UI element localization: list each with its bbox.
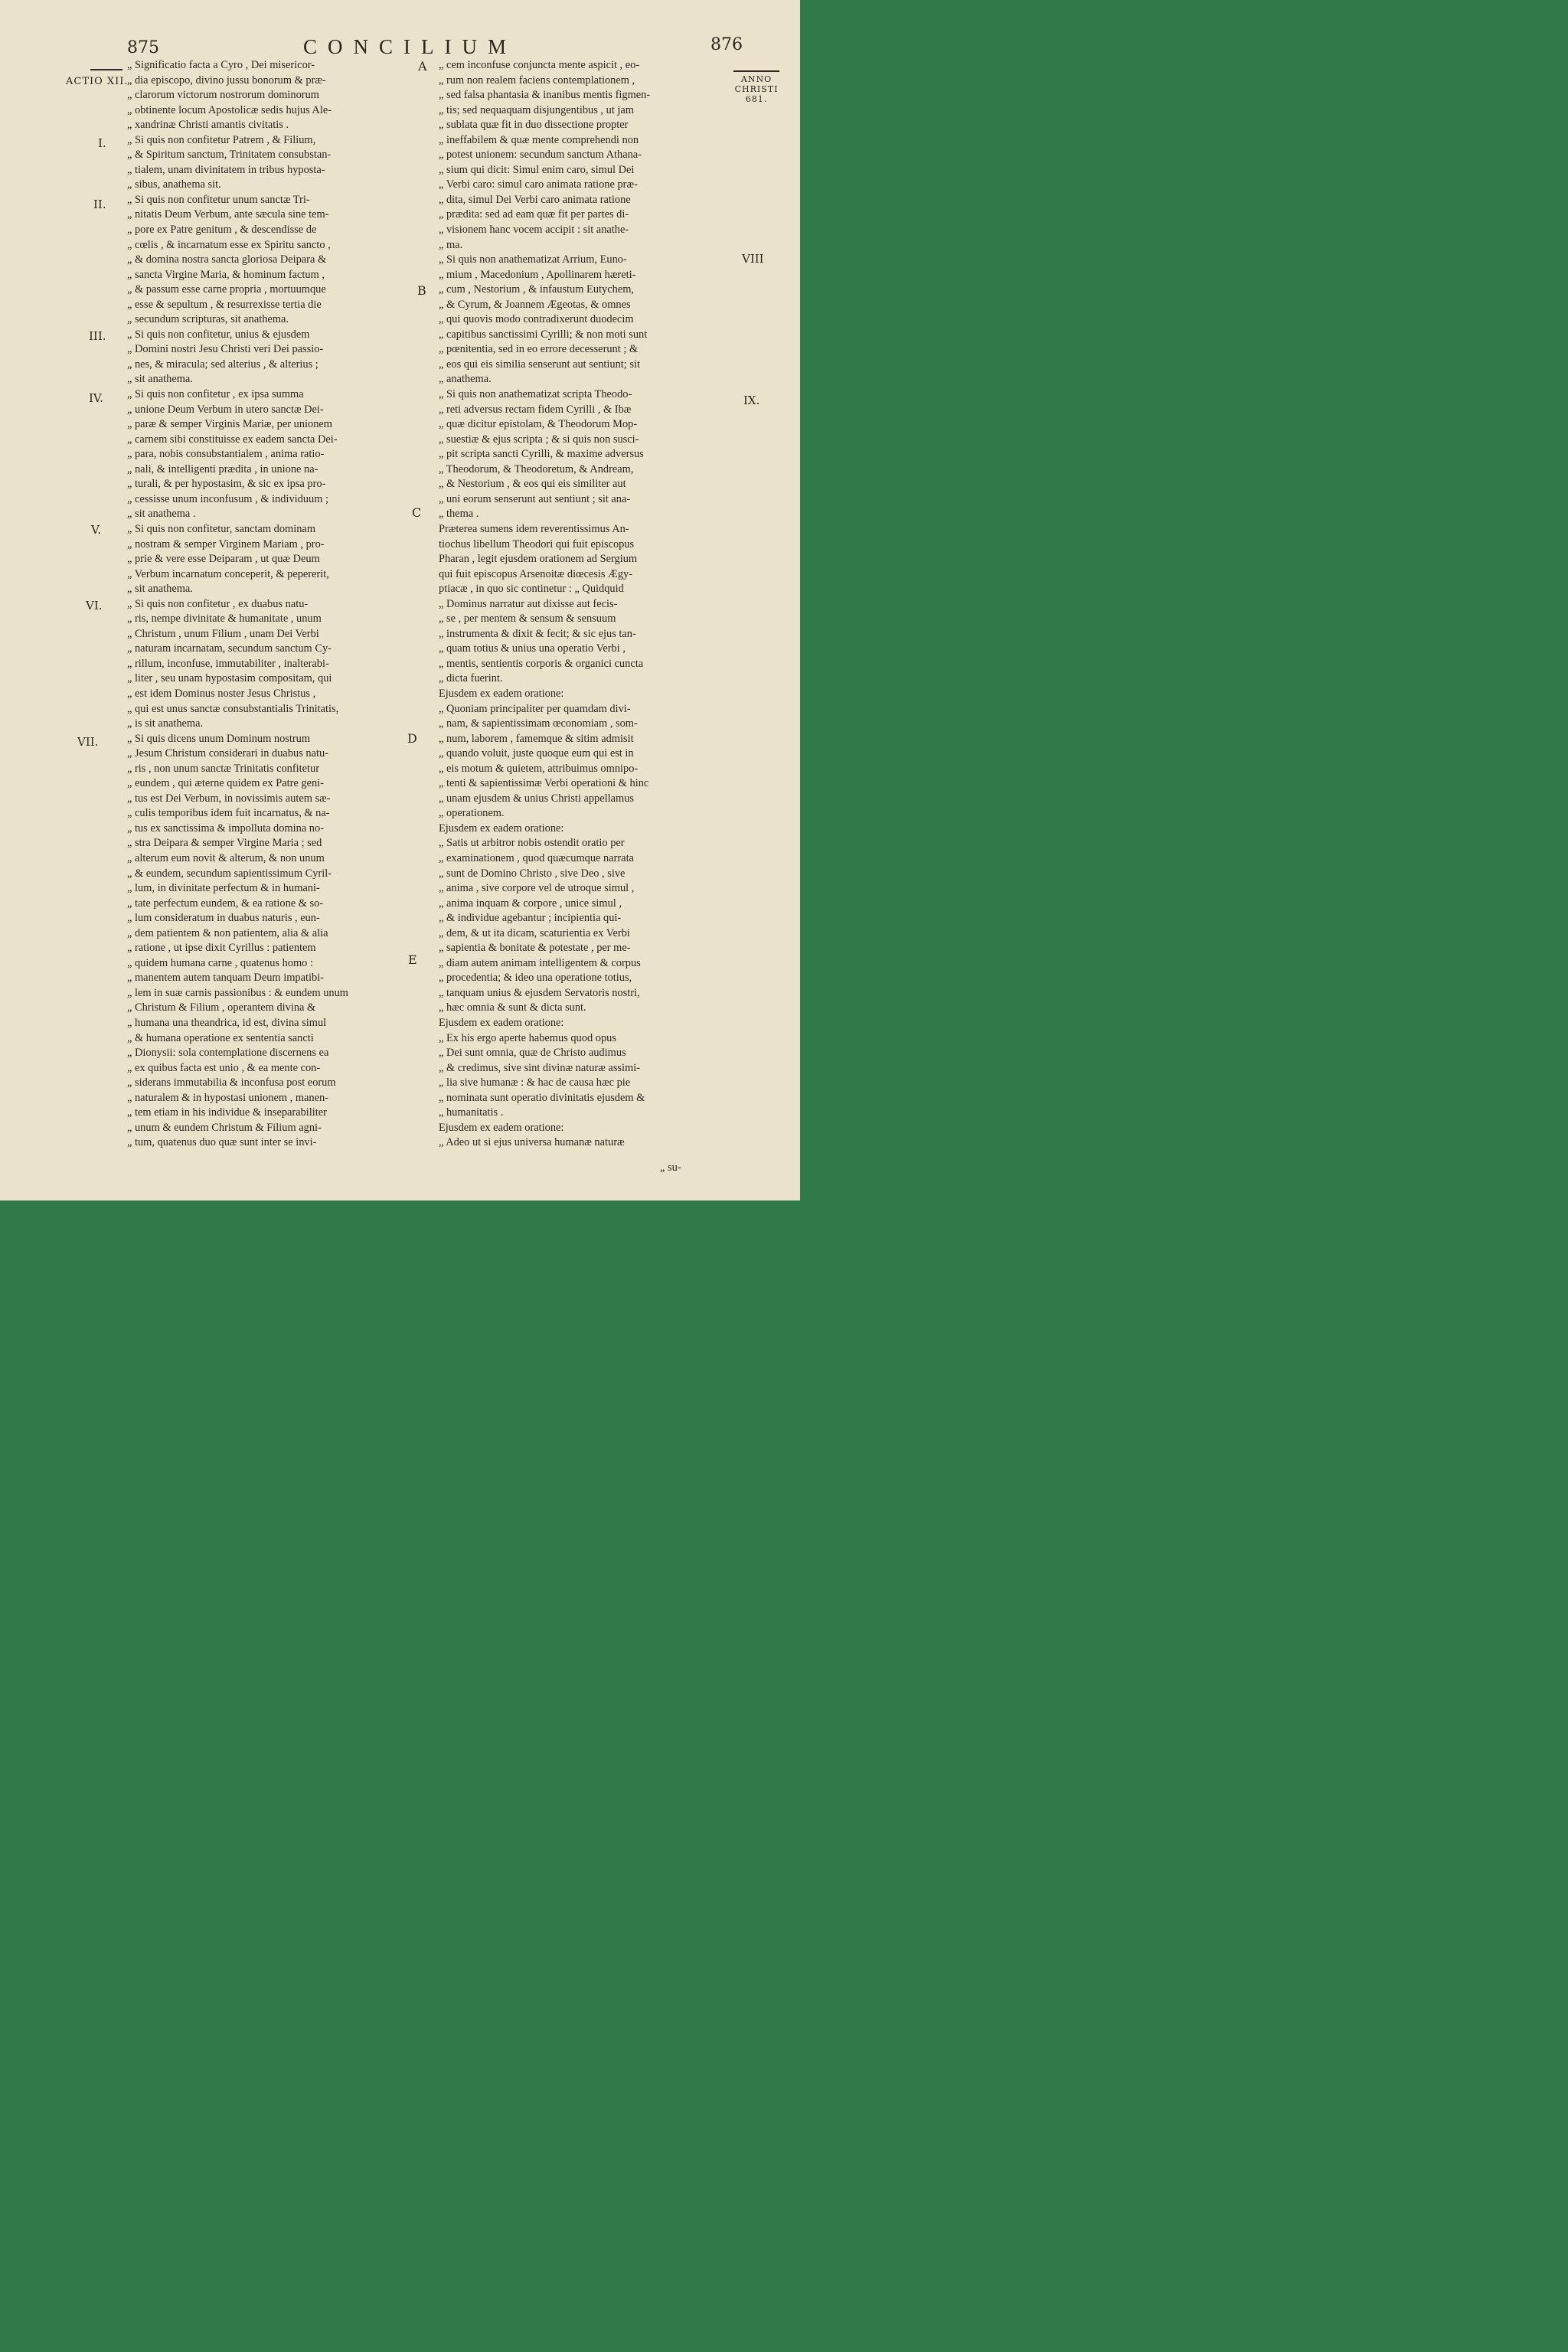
text-line: „ manentem autem tanquam Deum impatibi- bbox=[127, 972, 324, 985]
text-line: „ thema . bbox=[439, 508, 479, 521]
text-line: „ Si quis dicens unum Dominum nostrum bbox=[127, 732, 311, 745]
text-line: „ is sit anathema. bbox=[127, 717, 204, 730]
text-line: „ quidem humana carne , quatenus homo : bbox=[127, 956, 313, 969]
section-letter: E bbox=[408, 952, 417, 967]
text-line: „ lum, in divinitate perfectum & in humani- bbox=[127, 882, 320, 895]
text-line: „ qui quovis modo contradixerunt duodecim bbox=[439, 313, 634, 326]
text-line: „ tenti & sapientissimæ Verbi operationi & hinc bbox=[439, 777, 649, 790]
canon-numeral: IX. bbox=[743, 394, 760, 407]
text-line: „ & passum esse carne propria , mortuumque bbox=[127, 283, 326, 296]
text-line: „ num, laborem , famemque & sitim admisit bbox=[439, 732, 634, 745]
text-line: „ naturam incarnatam, secundum sanctum Cy- bbox=[127, 642, 332, 655]
text-line: „ humana una theandrica, id est, divina simul bbox=[127, 1017, 327, 1029]
text-line: „ & credimus, sive sint divinæ naturæ assimi- bbox=[439, 1061, 641, 1074]
text-line: „ lia sive humanæ : & hac de causa hæc pie bbox=[439, 1076, 631, 1089]
text-line: „ sunt de Domino Christo , sive Deo , sive bbox=[439, 867, 626, 880]
text-line: „ eis motum & quietem, attribuimus omnipo- bbox=[439, 762, 639, 775]
text-line: „ eundem , qui æterne quidem ex Patre geni- bbox=[127, 777, 324, 790]
text-line: „ Si quis non confitetur , ex duabus natu- bbox=[127, 597, 309, 610]
text-line: „ est idem Dominus noster Jesus Christus , bbox=[127, 687, 316, 700]
text-line: „ anathema. bbox=[439, 373, 492, 386]
text-line: „ nam, & sapientissimam œconomiam , som- bbox=[439, 717, 638, 730]
text-line: „ sed falsa phantasia & inanibus mentis figmen- bbox=[439, 89, 651, 102]
text-line: Ejusdem ex eadem oratione: bbox=[439, 1017, 564, 1029]
text-line: „ & domina nostra sancta gloriosa Deipara & bbox=[127, 253, 327, 266]
text-line: „ lem in suæ carnis passionibus : & eundem unum bbox=[127, 986, 348, 999]
text-line: „ & individue agebantur ; incipientia qui- bbox=[439, 912, 622, 925]
text-line: ptiacæ , in quo sic continetur : „ Quidquid bbox=[439, 583, 624, 596]
text-line: „ unum & eundem Christum & Filium agni- bbox=[127, 1121, 322, 1134]
anno-christi-note bbox=[727, 74, 786, 104]
text-line: „ Christum , unum Filium , unam Dei Verbi bbox=[127, 627, 319, 640]
text-line: „ Quoniam principaliter per quamdam divi- bbox=[439, 702, 631, 715]
text-line: „ rillum, inconfuse, immutabiliter , inalterabi- bbox=[127, 657, 329, 670]
canon-numeral: III. bbox=[89, 329, 106, 343]
text-line: „ liter , seu unam hypostasim compositam, qui bbox=[127, 672, 332, 685]
text-line: „ pœnitentia, sed in eo errore decesserunt ; & bbox=[439, 343, 639, 356]
text-line: „ Dionysii: sola contemplatione discernens ea bbox=[127, 1047, 329, 1060]
text-line: „ & Nestorium , & eos qui eis similiter aut bbox=[439, 478, 626, 491]
text-line: „ ex quibus facta est unio , & ea mente con- bbox=[127, 1061, 321, 1074]
text-line: „ instrumenta & dixit & fecit; & sic ejus tan- bbox=[439, 627, 636, 640]
text-line: „ pore ex Patre genitum , & descendisse de bbox=[127, 224, 317, 237]
text-line: „ Si quis non confitetur, unius & ejusdem bbox=[127, 328, 310, 341]
text-line: „ culis temporibus idem fuit incarnatus, & na- bbox=[127, 807, 330, 820]
text-line: „ tis; sed nequaquam disjungentibus , ut jam bbox=[439, 103, 634, 116]
text-line: „ Christum & Filium , operantem divina & bbox=[127, 1001, 316, 1014]
text-line: „ tum, quatenus duo quæ sunt inter se invi- bbox=[127, 1136, 317, 1149]
canon-numeral: VII. bbox=[77, 735, 99, 749]
text-line: „ mium , Macedonium , Apollinarem hæreti- bbox=[439, 268, 636, 281]
text-line: „ nes, & miracula; sed alterius , & alterius ; bbox=[127, 358, 318, 371]
text-line: „ cœlis , & incarnatum esse ex Spiritu sancto , bbox=[127, 238, 331, 251]
text-line: „ Si quis non anathematizat Arrium, Euno- bbox=[439, 253, 627, 266]
text-line: „ sit anathema . bbox=[127, 508, 196, 521]
text-line: „ eos qui eis similia senserunt aut sentiunt; sit bbox=[439, 358, 640, 371]
text-line: „ para, nobis consubstantialem , anima ratio- bbox=[127, 448, 325, 461]
text-line: Ejusdem ex eadem oratione: bbox=[439, 687, 564, 700]
text-line: „ sibus, anathema sit. bbox=[127, 178, 221, 191]
text-line: „ Significatio facta a Cyro , Dei misericor- bbox=[127, 59, 315, 71]
text-line: „ reti adversus rectam fidem Cyrilli , & Ibæ bbox=[439, 403, 632, 416]
text-line: „ rum non realem faciens contemplationem , bbox=[439, 74, 635, 87]
text-line: „ Si quis non confitetur , ex ipsa summa bbox=[127, 388, 304, 401]
text-line: „ potest unionem: secundum sanctum Athana- bbox=[439, 149, 642, 162]
text-line: „ se , per mentem & sensum & sensuum bbox=[439, 612, 616, 626]
text-line: „ anima inquam & corpore , unice simul , bbox=[439, 897, 622, 910]
text-line: „ alterum eum novit & alterum, & non unum bbox=[127, 851, 325, 864]
text-line: „ unione Deum Verbum in utero sanctæ Dei- bbox=[127, 403, 324, 416]
section-letter: C bbox=[412, 505, 422, 520]
text-line: „ esse & sepultum , & resurrexisse tertia die bbox=[127, 298, 322, 311]
text-line: „ & Spiritum sanctum, Trinitatem consubstan- bbox=[127, 149, 332, 162]
text-line: qui fuit episcopus Arsenoitæ diœcesis Ægy- bbox=[439, 567, 633, 580]
text-line: „ anima , sive corpore vel de utroque simul , bbox=[439, 882, 635, 895]
text-line: „ Si quis non confitetur, sanctam dominam bbox=[127, 522, 316, 535]
text-line: „ nali, & intelligenti prædita , in unione na- bbox=[127, 462, 318, 475]
text-line: „ diam autem animam intelligentem & corpus bbox=[439, 956, 641, 969]
text-line: „ ratione , ut ipse dixit Cyrillus : patientem bbox=[127, 942, 316, 955]
text-line: „ cum , Nestorium , & infaustum Eutychem, bbox=[439, 283, 634, 296]
text-line: „ dem patientem & non patientem, alia & alia bbox=[127, 926, 328, 939]
left-text-column bbox=[127, 58, 416, 1151]
text-line: „ naturalem & in hypostasi unionem , manen- bbox=[127, 1091, 328, 1104]
text-line: „ paræ & semper Virginis Mariæ, per unionem bbox=[127, 418, 332, 431]
text-line: „ sium qui dicit: Simul enim caro, simul Dei bbox=[439, 163, 635, 176]
text-line: „ dita, simul Dei Verbi caro animata ratione bbox=[439, 193, 631, 206]
text-line: „ Ex his ergo aperte habemus quod opus bbox=[439, 1031, 616, 1044]
right-margin-rule bbox=[733, 70, 779, 72]
book-page bbox=[0, 0, 800, 1200]
anno-line: ANNO bbox=[740, 74, 773, 84]
text-line: „ Si quis non confitetur Patrem , & Filium, bbox=[127, 133, 316, 146]
text-line: „ dia episcopo, divino jussu bonorum & præ- bbox=[127, 74, 326, 87]
text-line: „ sit anathema. bbox=[127, 373, 193, 386]
text-line: „ nitatis Deum Verbum, ante sæcula sine tem- bbox=[127, 208, 329, 221]
text-line: „ nominata sunt operatio divinitatis ejusdem & bbox=[439, 1091, 645, 1104]
text-line: „ Jesum Christum considerari in duabus natu- bbox=[127, 747, 328, 760]
text-line: Ejusdem ex eadem oratione: bbox=[439, 1121, 564, 1134]
right-text-column bbox=[439, 58, 722, 1151]
text-line: „ procedentia; & ideo una operatione totius, bbox=[439, 972, 632, 985]
text-line: „ obtinente locum Apostolicæ sedis hujus Ale- bbox=[127, 103, 332, 116]
text-line: „ Verbum incarnatum conceperit, & pepererit, bbox=[127, 567, 329, 580]
text-line: „ Dominus narratur aut dixisse aut fecis- bbox=[439, 597, 618, 610]
anno-line: CHRISTI bbox=[734, 84, 779, 94]
text-line: „ quando voluit, juste quoque eum qui est in bbox=[439, 747, 634, 760]
text-line: „ tus est Dei Verbum, in novissimis autem sæ- bbox=[127, 792, 331, 805]
text-line: „ ineffabilem & quæ mente comprehendi non bbox=[439, 133, 639, 146]
text-line: „ quam totius & unius una operatio Verbi , bbox=[439, 642, 626, 655]
text-line: „ Satis ut arbitror nobis ostendit oratio per bbox=[439, 837, 625, 850]
section-letter: A bbox=[418, 59, 427, 74]
text-line: „ Adeo ut si ejus universa humanæ naturæ bbox=[439, 1136, 625, 1149]
text-line: „ turali, & per hypostasim, & sic ex ipsa pro- bbox=[127, 478, 326, 491]
text-line: „ mentis, sentientis corporis & organici cuncta bbox=[439, 657, 644, 670]
text-line: „ quæ dicitur epistolam, & Theodorum Mop- bbox=[439, 418, 638, 431]
text-line: „ Si quis non anathematizat scripta Theodo- bbox=[439, 388, 632, 401]
text-line: „ humanitatis . bbox=[439, 1106, 504, 1119]
text-line: „ & humana operatione ex sententia sancti bbox=[127, 1031, 314, 1044]
text-line: „ sublata quæ fit in duo dissectione propter bbox=[439, 119, 629, 132]
text-line: „ capitibus sanctissimi Cyrilli; & non moti sunt bbox=[439, 328, 648, 341]
text-line: „ sancta Virgine Maria, & hominum factum , bbox=[127, 268, 325, 281]
text-line: „ hæc omnia & sunt & dicta sunt. bbox=[439, 1001, 586, 1014]
text-line: „ cessisse unum inconfusum , & individuum ; bbox=[127, 492, 329, 505]
text-line: „ tialem, unam divinitatem in tribus hyposta- bbox=[127, 163, 325, 176]
section-letter: B bbox=[417, 283, 426, 298]
text-line: „ unam ejusdem & unius Christi appellamus bbox=[439, 792, 634, 805]
text-line: „ Dei sunt omnia, quæ de Christo audimus bbox=[439, 1047, 626, 1060]
text-line: „ secundum scripturas, sit anathema. bbox=[127, 313, 289, 326]
text-line: Præterea sumens idem reverentissimus An- bbox=[439, 522, 629, 535]
text-line: „ prie & vere esse Deiparam , ut quæ Deum bbox=[127, 553, 320, 566]
canon-numeral: VIII bbox=[742, 252, 764, 266]
text-line: „ carnem sibi constituisse ex eadem sancta Dei- bbox=[127, 433, 338, 446]
text-line: „ ma. bbox=[439, 238, 463, 251]
text-line: „ tem etiam in his individue & inseparabiliter bbox=[127, 1106, 327, 1119]
text-line: „ dicta fuerint. bbox=[439, 672, 503, 685]
anno-line: 681. bbox=[745, 94, 768, 104]
canon-numeral: I. bbox=[98, 136, 106, 150]
text-line: „ & eundem, secundum sapientissimum Cyril- bbox=[127, 867, 332, 880]
text-line: „ lum consideratum in duabus naturis , eun- bbox=[127, 912, 320, 925]
text-line: „ clarorum victorum nostrorum dominorum bbox=[127, 89, 319, 102]
text-line: „ tate perfectum eundem, & ea ratione & so- bbox=[127, 897, 324, 910]
text-line: „ & Cyrum, & Joannem Ægeotas, & omnes bbox=[439, 298, 631, 311]
text-line: „ examinationem , quod quæcumque narrata bbox=[439, 851, 634, 864]
text-line: „ operationem. bbox=[439, 807, 505, 820]
text-line: „ qui est unus sanctæ consubstantialis Trinitatis, bbox=[127, 702, 339, 715]
text-line: Ejusdem ex eadem oratione: bbox=[439, 822, 564, 835]
text-line: „ dem, & ut ita dicam, scaturientia ex Verbi bbox=[439, 926, 630, 939]
text-line: „ pit scripta sancti Cyrilli, & maxime adversus bbox=[439, 448, 644, 461]
text-line: „ sit anathema. bbox=[127, 583, 193, 596]
right-page-number: 876 bbox=[710, 35, 743, 54]
text-line: „ visionem hanc vocem accipit : sit anathe- bbox=[439, 224, 629, 237]
catchword: „ su- bbox=[660, 1161, 681, 1174]
canon-numeral: II. bbox=[93, 198, 106, 211]
text-line: „ ris, nempe divinitate & humanitate , unum bbox=[127, 612, 322, 626]
text-line: „ ris , non unum sanctæ Trinitatis confitetur bbox=[127, 762, 320, 775]
canon-numeral: IV. bbox=[89, 391, 103, 405]
text-line: „ prædita: sed ad eam quæ fit per partes di- bbox=[439, 208, 629, 221]
canon-numeral: VI. bbox=[86, 599, 103, 612]
text-line: „ siderans immutabilia & inconfusa post eorum bbox=[127, 1076, 336, 1089]
text-line: „ Verbi caro: simul caro animata ratione præ- bbox=[439, 178, 638, 191]
running-title: CONCILIUM bbox=[303, 35, 517, 58]
left-page-number: 875 bbox=[127, 38, 159, 57]
text-line: „ tanquam unius & ejusdem Servatoris nostri, bbox=[439, 986, 640, 999]
text-line: „ suestiæ & ejus scripta ; & si quis non susci- bbox=[439, 433, 639, 446]
text-line: tiochus libellum Theodori qui fuit episcopus bbox=[439, 537, 635, 550]
running-header bbox=[0, 31, 800, 61]
section-letter: D bbox=[407, 731, 417, 746]
text-line: „ nostram & semper Virginem Mariam , pro- bbox=[127, 537, 325, 550]
text-line: „ Si quis non confitetur unum sanctæ Tri- bbox=[127, 193, 310, 206]
text-line: „ Theodorum, & Theodoretum, & Andream, bbox=[439, 462, 634, 475]
text-line: „ xandrinæ Christi amantis civitatis . bbox=[127, 119, 289, 132]
text-line: „ cem inconfuse conjuncta mente aspicit , eo- bbox=[439, 59, 640, 71]
text-line: „ tus ex sanctissima & impolluta domina no- bbox=[127, 822, 324, 835]
actio-label: ACTIO XII. bbox=[66, 76, 129, 87]
text-line: „ sapientia & bonitate & potestate , per me- bbox=[439, 942, 631, 955]
text-line: „ Domini nostri Jesu Christi veri Dei passio- bbox=[127, 343, 324, 356]
canon-numeral: V. bbox=[91, 523, 101, 537]
text-line: „ uni eorum senserunt aut sentiunt ; sit ana- bbox=[439, 492, 631, 505]
text-line: „ stra Deipara & semper Virgine Maria ; sed bbox=[127, 837, 322, 850]
text-line: Pharan , legit ejusdem orationem ad Sergium bbox=[439, 553, 638, 566]
left-margin-rule bbox=[90, 69, 122, 70]
